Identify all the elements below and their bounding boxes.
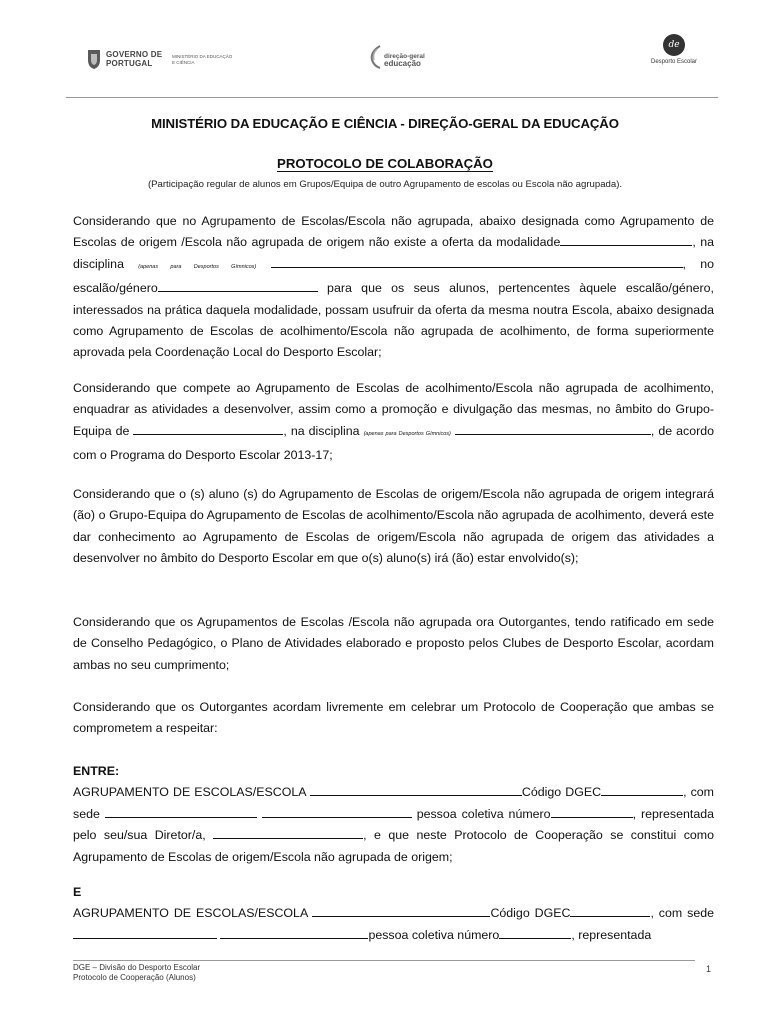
footer-line1: DGE – Divisão do Desporto Escolar (73, 963, 201, 972)
p2-text-a: Considerando que compete ao Agrupamento de Escolas de acolhimento/Escola não agrupada de acolhimento, enquadrar as atividades a desenvolver, assim como a promoção e divulgação das mesmas, no âmbito do Grupo-Equipa de (73, 381, 714, 438)
p1-text-b: , na disciplina (73, 235, 714, 271)
desporto-escolar-mark: de (663, 34, 685, 56)
entre-escola-blank (310, 783, 522, 796)
ministry-line1: MINISTÉRIO DA EDUCAÇÃO (172, 54, 233, 59)
document-subtitle (0, 156, 770, 171)
entre-agrupamento-label: AGRUPAMENTO DE ESCOLAS/ESCOLA (73, 785, 310, 800)
desporto-escolar-label: Desporto Escolar (650, 59, 698, 65)
entre-heading: ENTRE: (73, 764, 120, 778)
portugal-emblem-icon (86, 48, 102, 70)
entre-sede-blank-2 (262, 805, 412, 818)
grupo-equipa-blank (133, 422, 283, 435)
p1-text-d: para que os seus alunos, pertencentes àquele escalão/género, interessados na prática daquela modalidade, possam usufruir da oferta da mesma noutra Escola, abaixo designada como Agrupamento de Escolas de acolhimento/Escola não agrupada de acolhimento, de forma superiormente aprovada pela Coordenação Local do Desporto Escolar; (73, 281, 714, 360)
p5-text: Considerando que os Outorgantes acordam livremente em celebrar um Protocolo de Cooperação que ambas se comprometem a respeitar: (73, 700, 714, 736)
paragraph-2 (73, 378, 714, 467)
ministry-small-text (172, 54, 232, 66)
e-escola-blank (312, 904, 490, 917)
escalao-blank (158, 279, 318, 292)
p2-text-b: , na disciplina (283, 423, 364, 438)
document-subnote: (Participação regular de alunos em Grupos/Equipa de outro Agrupamento de escolas ou Escola não agrupada). (147, 179, 623, 190)
header-divider (66, 97, 718, 98)
disciplina-blank-2 (455, 422, 651, 435)
disciplina-blank (271, 255, 683, 268)
gov-logo-line1: GOVERNO DE (106, 50, 163, 59)
paragraph-5 (73, 697, 714, 740)
p1-small-note: (apenas para Desportos Gímnicos) (138, 263, 257, 270)
dge-logo (368, 44, 425, 75)
footer-divider (73, 960, 695, 961)
subtitle-text: PROTOCOLO DE COLABORAÇÃO (277, 156, 493, 171)
p4-text: Considerando que os Agrupamentos de Escolas /Escola não agrupada ora Outorgantes, tendo ratificado em sede de Conselho Pedagógico, o Plano de Atividades elaborado e proposto pelos Clubes de Desporto Escolar, acordam ambas no seu cumprimento; (73, 615, 714, 672)
page-number: 1 (706, 964, 712, 974)
desporto-escolar-logo (644, 34, 704, 65)
p2-small-note: (apenas para Desportos Gímnicos) (363, 430, 451, 437)
e-com: , com (650, 906, 683, 921)
e-codigo-blank (570, 904, 650, 917)
e-sede-blank-1 (73, 926, 217, 939)
e-agrupamento-label: AGRUPAMENTO DE ESCOLAS/ESCOLA (73, 906, 313, 921)
footer-line2: Protocolo de Cooperação (Alunos) (73, 973, 196, 982)
e-heading: E (73, 885, 82, 899)
entre-codigo-blank (601, 783, 683, 796)
p3-text: Considerando que o (s) aluno (s) do Agrupamento de Escolas de origem/Escola não agrupada de origem integrará (ão) o Grupo-Equipa do Agrupamento de Escolas de acolhimento/Escola não agrupada de acolhimento, deverá este dar conhecimento ao Agrupamento de Escolas de origem/Escola não agrupada de origem das atividades a desenvolver no âmbito do Desporto Escolar em que o(s) aluno(s) irá (ão) estar envolvido(s); (73, 487, 714, 566)
paragraph-4 (73, 612, 714, 676)
entre-representada: representada pelo seu/sua Diretor/a, (73, 806, 714, 843)
paragraph-1 (73, 211, 714, 364)
p1-text-c: , no escalão/género (73, 256, 714, 296)
entre-pessoa-blank (551, 805, 633, 818)
entre-diretor-blank (213, 826, 363, 839)
e-sede-label: sede (687, 906, 714, 921)
p1-text-a: Considerando que no Agrupamento de Escolas/Escola não agrupada, abaixo designada como Agrupamento de Escolas de origem /Escola não agrupada de origem não existe a oferta da modalidade (73, 214, 714, 250)
modalidade-blank (560, 233, 692, 246)
e-pessoa-blank (499, 926, 571, 939)
entre-pessoa-label: pessoa coletiva número (411, 806, 551, 821)
dge-swoosh-icon (368, 44, 382, 75)
e-section (73, 882, 714, 946)
e-pessoa-label: pessoa coletiva número (368, 927, 500, 942)
paragraph-3 (73, 484, 714, 570)
gov-logo-line2: PORTUGAL (106, 59, 153, 68)
page-footer (73, 963, 200, 983)
e-representada: , representada (571, 927, 652, 942)
gov-logo-text (106, 50, 162, 68)
entre-sede-blank-1 (105, 805, 257, 818)
dge-line2: educação (384, 58, 421, 68)
p2-text-c: , de acordo com o Programa do Desporto Escolar 2013-17; (73, 423, 714, 463)
entre-section: ENTRE: AGRUPAMENTO DE ESCOLAS/ESCOLA Código DGEC , com sede pessoa coletiva número , representada pelo seu/sua Diretor/a, , e que neste Protocolo de Cooperação se constitui como Agrupamento de Escolas de origem/Escola não agrupada de origem; (73, 761, 714, 868)
ministry-line2: E CIÊNCIA (172, 60, 195, 65)
e-sede-blank-2 (220, 926, 368, 939)
governo-portugal-logo (86, 48, 162, 70)
entre-codigo-label: Código DGEC (521, 785, 602, 800)
document-title: MINISTÉRIO DA EDUCAÇÃO E CIÊNCIA - DIREÇÃO-GERAL DA EDUCAÇÃO (151, 116, 619, 131)
dge-line1: direção-geral (384, 52, 425, 60)
page-header (0, 0, 770, 98)
entre-tail: , e que neste Protocolo de Cooperação se constitui como Agrupamento de Escolas de origem/Escola não agrupada de origem; (73, 828, 714, 864)
entre-com-sede: com sede (73, 785, 714, 821)
e-codigo-label: Código DGEC (490, 906, 571, 921)
